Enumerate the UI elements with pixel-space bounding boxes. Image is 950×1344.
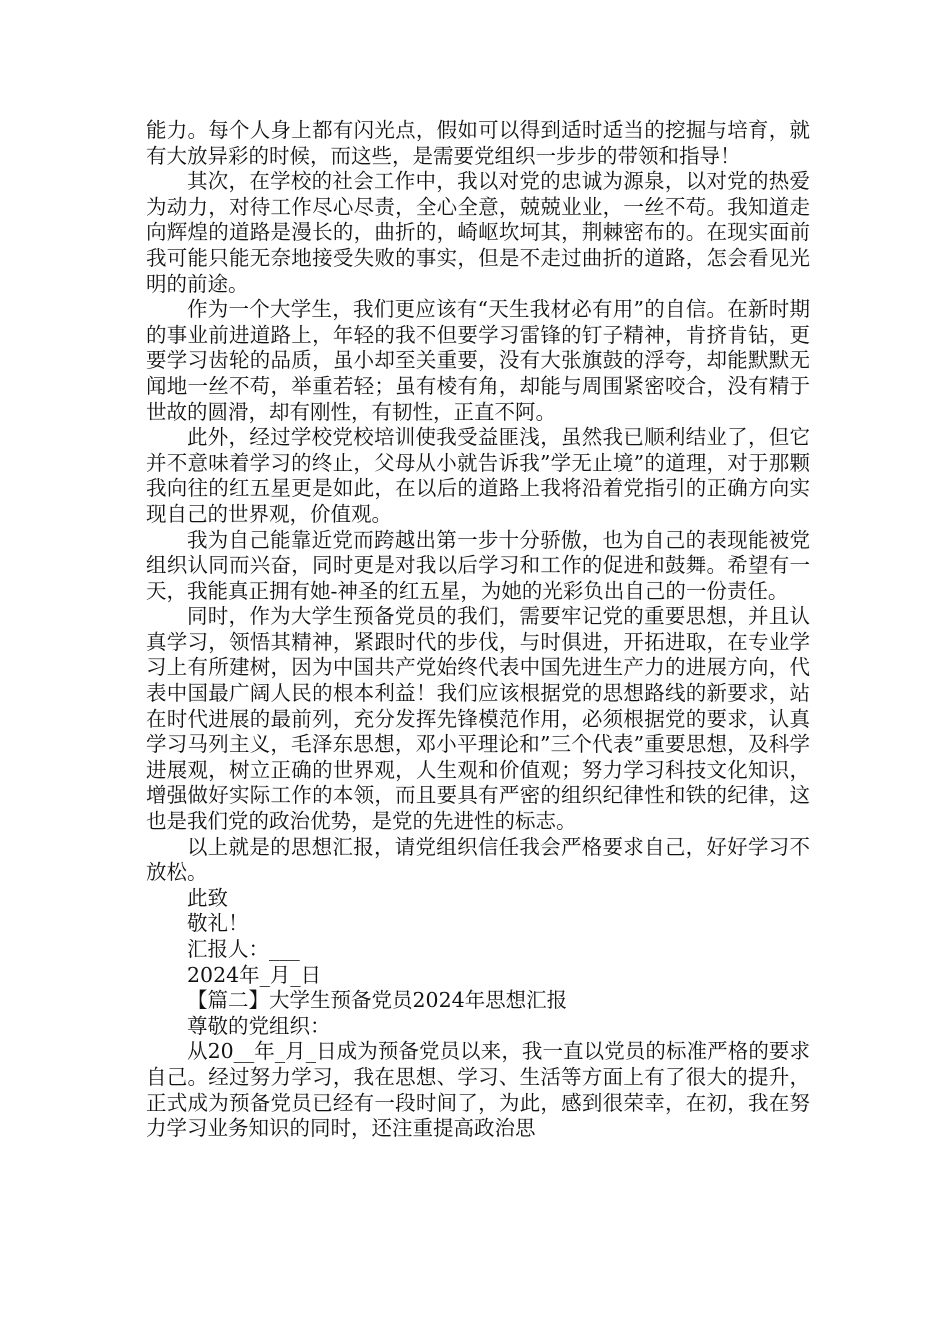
reporter-line: 汇报人：___ — [187, 937, 300, 961]
paragraph: 我为自己能靠近党而跨越出第一步十分骄傲，也为自己的表现能被党组织认同而兴奋，同时更是对我以后学习和工作的促进和鼓舞。希望有一天，我能真正拥有她-神圣的红五星，为她的光彩负出自己的一份责任。 — [146, 527, 810, 603]
paragraph: 此外，经过学校党校培训使我受益匪浅，虽然我已顺利结业了，但它并不意味着学习的终止，父母从小就告诉我”学无止境”的道理，对于那颗我向往的红五星更是如此，在以后的道路上我将沿着党指引的正确方向实现自己的世界观，价值观。 — [146, 425, 810, 526]
date-line: 2024年_月_日 — [187, 962, 322, 987]
closing-line: 此致 — [187, 885, 228, 910]
salutation-line: 敬礼！ — [187, 911, 249, 936]
greeting-line: 尊敬的党组织： — [187, 1013, 331, 1038]
paragraph: 从20__年_月_日成为预备党员以来，我一直以党员的标准严格的要求自己。经过努力学习，我在思想、学习、生活等方面上有了很大的提升，正式成为预备党员已经有一段时间了，为此，感到很荣幸，在初，我在努力学习业务知识的同时，还注重提高政治思 — [146, 1039, 810, 1141]
document-page — [146, 118, 810, 1142]
paragraph: 能力。每个人身上都有闪光点，假如可以得到适时适当的挖掘与培育，就有大放异彩的时候，而这些，是需要党组织一步步的带领和指导！ — [146, 118, 810, 168]
paragraph: 其次，在学校的社会工作中，我以对党的忠诚为源泉，以对党的热爱为动力，对待工作尽心尽责，全心全意，兢兢业业，一丝不苟。我知道走向辉煌的道路是漫长的，曲折的，崎岖坎坷其，荆棘密布的。在现实面前我可能只能无奈地接受失败的事实，但是不走过曲折的道路，怎会看见光明的前途。 — [146, 169, 810, 296]
paragraph: 以上就是的思想汇报，请党组织信任我会严格要求自己，好好学习不放松。 — [146, 834, 810, 885]
paragraph: 同时，作为大学生预备党员的我们，需要牢记党的重要思想，并且认真学习，领悟其精神，紧跟时代的步伐，与时俱进，开拓进取，在专业学习上有所建树，因为中国共产党始终代表中国先进生产力的进展方向，代表中国最广阔人民的根本利益！我们应该根据党的思想路线的新要求，站在时代进展的最前列，充分发挥先锋模范作用，必须根据党的要求，认真学习马列主义，毛泽东思想，邓小平理论和”三个代表”重要思想，及科学进展观，树立正确的世界观，人生观和价值观；努力学习科技文化知识，增强做好实际工作的本领，而且要具有严密的组织纪律性和铁的纪律，这也是我们党的政治优势，是党的先进性的标志。 — [146, 604, 810, 834]
section-title: 【篇二】大学生预备党员2024年思想汇报 — [187, 988, 568, 1013]
paragraph: 作为一个大学生，我们更应该有“天生我材必有用”的自信。在新时期的事业前进道路上，年轻的我不但要学习雷锋的钉子精神，肯挤肯钻，更要学习齿轮的品质，虽小却至关重要，没有大张旗鼓的浮夸，却能默默无闻地一丝不苟，举重若轻；虽有棱有角，却能与周围紧密咬合，没有精于世故的圆滑，却有刚性，有韧性，正直不阿。 — [146, 297, 810, 424]
